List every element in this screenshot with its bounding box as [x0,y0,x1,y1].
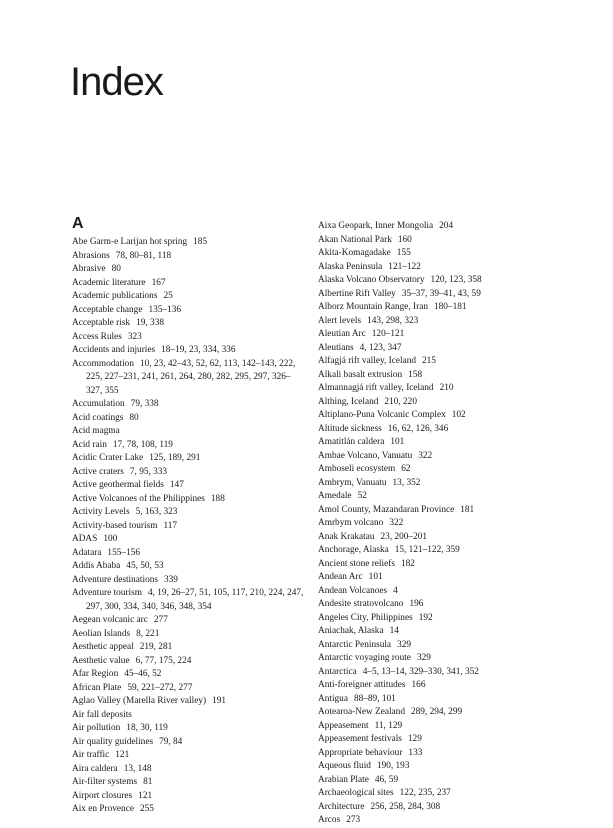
index-term: Amboseli ecosystem [318,464,396,474]
index-term: Abe Garm-e Larijan hot spring [72,237,188,247]
index-term: Aesthetic appeal [72,642,134,652]
index-pages: 121–122 [388,261,421,272]
index-pages: 121 [138,790,153,801]
index-term: Althing, Iceland [318,396,379,407]
index-pages: 81 [143,777,153,787]
index-entry [72,493,304,507]
index-pages: 15, 121–122, 359 [394,545,460,555]
index-pages: 78, 80–81, 118 [115,250,172,261]
index-term: Adventure tourism [72,588,142,598]
index-term: Andesite stratovolcano [318,599,404,609]
index-term: Academic publications [72,291,158,301]
index-term: Academic literature [72,277,146,288]
index-pages: 339 [163,574,178,585]
index-pages: 62 [401,464,411,474]
index-term: Alkali basalt extrusion [318,369,403,380]
index-term: Accumulation [72,399,125,409]
index-entry [318,328,562,342]
index-column-right [318,220,562,828]
index-term: Adatara [72,547,102,558]
index-entry [318,261,562,275]
index-entry [318,693,562,707]
index-entry [318,558,562,572]
index-pages: 133 [408,747,423,758]
index-entry [318,639,562,653]
index-entry [318,801,562,815]
index-term: Aegean volcanic arc [72,615,148,625]
index-term: Antarctic Peninsula [318,639,392,650]
index-entry [72,425,304,439]
index-pages: 147 [169,480,184,490]
index-pages: 117 [163,520,178,531]
index-entry [72,560,304,574]
index-term: Amatitlán caldera [318,437,385,447]
index-term: Ambae Volcano, Vanuatu [318,450,413,461]
index-pages: 121 [115,750,130,760]
index-term: Access Rules [72,331,122,342]
index-pages: 322 [389,518,404,528]
index-term: Acceptable change [72,304,143,315]
index-pages: 322 [418,450,433,461]
index-pages: 101 [390,437,405,447]
index-pages: 329 [416,653,431,663]
index-term: Appropriate behaviour [318,747,403,758]
index-term: African Plate [72,682,122,693]
index-term: Anti-foreigner attitudes [318,680,406,690]
index-entry [318,355,562,369]
index-term: Air traffic [72,750,110,760]
index-entry [318,288,562,302]
index-entry [318,220,562,234]
index-pages: 188 [210,493,225,504]
index-entry [72,358,304,399]
index-pages: 25 [163,291,173,301]
index-term: Antarctica [318,666,357,677]
index-entry [72,574,304,588]
index-term: Abrasive [72,264,106,274]
index-entry [72,250,304,264]
index-term: Accommodation [72,358,134,369]
index-term: Acid magma [72,426,120,436]
index-term: Activity-based tourism [72,520,158,531]
index-term: Albertine Rift Valley [318,288,396,299]
index-pages: 210, 220 [384,396,417,407]
index-term: Aix en Provence [72,804,134,814]
index-entry [318,666,562,680]
index-entry [318,409,562,423]
index-entry [318,369,562,383]
index-pages: 4–5, 13–14, 329–330, 341, 352 [362,666,479,677]
index-pages: 180–181 [433,302,467,312]
index-term: Andean Arc [318,572,363,582]
index-entry [318,342,562,356]
index-term: Akita-Komagadake [318,248,391,258]
index-term: Appeasement [318,720,369,731]
index-pages: 45, 50, 53 [126,561,164,571]
index-pages: 273 [346,815,361,825]
index-entry [72,776,304,790]
index-pages: 35–37, 39–41, 43, 59 [401,288,481,299]
index-term: ADAS [72,534,98,544]
index-pages: 100 [103,534,118,544]
index-term: Air quality guidelines [72,736,154,747]
index-entry [72,331,304,345]
index-term: Aira caldera [72,763,118,774]
index-pages: 182 [400,558,415,569]
index-entry [318,234,562,248]
index-term: Activity Levels [72,507,130,517]
index-entry [72,655,304,669]
index-entry [318,274,562,288]
index-pages: 191 [212,696,227,706]
index-pages: 6, 77, 175, 224 [135,655,192,666]
index-pages: 13, 352 [392,477,421,488]
index-pages: 52 [357,491,367,501]
index-entry [72,803,304,817]
index-term: Arabian Plate [318,774,369,785]
index-term: Aotearoa-New Zealand [318,707,405,717]
index-term: Aqueous fluid [318,761,371,771]
index-column-left [72,216,304,817]
index-term: Altitude sickness [318,423,382,434]
index-pages: 155 [396,248,411,258]
index-entry [318,787,562,801]
index-term: Alfagjá rift valley, Iceland [318,356,416,366]
index-entry [72,695,304,709]
index-pages: 210 [439,383,454,393]
index-pages: 215 [422,356,436,366]
index-term: Adventure destinations [72,574,158,585]
index-term: Amol County, Mazandaran Province [318,504,455,515]
index-pages: 158 [408,369,423,380]
index-entry [318,585,562,599]
index-entry [318,517,562,531]
index-pages: 125, 189, 291 [149,453,201,463]
index-pages: 256, 258, 284, 308 [370,801,441,812]
index-term: Acid rain [72,439,107,450]
index-entry [318,490,562,504]
index-term: Aglao Valley (Marella River valley) [72,696,207,706]
index-entry [72,614,304,628]
index-term: Anak Krakatau [318,531,375,542]
index-pages: 10, 23, 42–43, 52, 62, 113, 142–143, 222, 225, 227–231, 241, 261, 264, 280, 282, 295, 297, 326–327, 355 [86,358,296,396]
index-pages: 5, 163, 323 [135,507,178,517]
index-term: Air-filter systems [72,777,138,787]
index-term: Alert levels [318,315,362,326]
index-term: Andean Volcanoes [318,585,388,596]
index-entry [318,747,562,761]
index-entry [318,814,562,828]
index-entry [72,506,304,520]
index-pages: 135–136 [148,304,182,315]
index-pages: 120–121 [371,329,405,339]
index-term: Aleutian Arc [318,329,366,339]
index-entry [72,439,304,453]
index-entry [72,736,304,750]
index-pages: 19, 338 [136,318,164,328]
index-entry [72,722,304,736]
index-entry [72,547,304,561]
index-term: Angeles City, Philippines [318,612,413,623]
index-pages: 167 [151,277,166,288]
index-entry [72,290,304,304]
index-pages: 80 [129,412,139,423]
index-entry [318,652,562,666]
index-entry [72,263,304,277]
index-pages: 80 [111,264,121,274]
index-pages: 102 [451,410,466,420]
index-entry [72,452,304,466]
index-entry [318,477,562,491]
index-entry [72,398,304,412]
index-entry [318,706,562,720]
index-entry [72,749,304,763]
index-pages: 14 [389,626,399,636]
index-entry [72,466,304,480]
index-entry [318,612,562,626]
index-pages: 18–19, 23, 334, 336 [161,345,236,355]
index-entry [318,504,562,518]
index-pages: 7, 95, 333 [129,466,168,477]
index-entry [318,544,562,558]
index-entry [318,571,562,585]
index-term: Aniachak, Alaska [318,626,384,636]
index-pages: 277 [153,615,168,625]
index-pages: 8, 221 [136,628,160,639]
index-entry [72,682,304,696]
index-pages: 101 [368,572,383,582]
index-term: Ancient stone reliefs [318,558,395,569]
index-pages: 143, 298, 323 [367,315,419,326]
index-entry [318,679,562,693]
index-entry [72,628,304,642]
index-pages: 46, 59 [374,774,399,785]
page-title: Index [70,60,163,104]
index-term: Afar Region [72,669,119,679]
index-term: Alaska Peninsula [318,261,383,272]
index-pages: 45–46, 52 [124,669,162,679]
index-entry [72,236,304,250]
index-entry [318,247,562,261]
index-term: Amedale [318,491,352,501]
index-term: Antarctic voyaging route [318,653,411,663]
index-pages: 79, 338 [130,399,159,409]
index-entry [72,668,304,682]
index-entry [72,641,304,655]
index-list-right [318,220,562,828]
index-pages: 323 [127,331,142,342]
index-entry [72,317,304,331]
index-pages: 160 [397,234,412,245]
index-term: Air pollution [72,723,121,733]
index-term: Airport closures [72,790,133,801]
index-entry [318,733,562,747]
index-term: Air fall deposits [72,709,132,720]
index-pages: 219, 281 [139,642,173,652]
section-letter: A [72,215,84,232]
index-pages: 122, 235, 237 [399,788,451,798]
index-pages: 120, 123, 358 [430,275,482,285]
index-term: Alborz Mountain Range, Iran [318,302,428,312]
index-pages: 129 [407,734,422,744]
index-term: Active craters [72,466,124,477]
index-term: Accidents and injuries [72,345,156,355]
index-term: Antigua [318,693,348,704]
index-term: Abrasions [72,250,110,261]
index-term: Aleutians [318,342,354,353]
index-entry [72,533,304,547]
index-entry [318,436,562,450]
index-term: Altiplano-Puna Volcanic Complex [318,410,446,420]
index-pages: 196 [409,599,424,609]
index-entry [318,598,562,612]
index-entry [72,277,304,291]
index-pages: 11, 129 [374,720,403,731]
index-term: Amrbym volcano [318,518,384,528]
index-term: Aeolian Islands [72,628,131,639]
index-pages: 16, 62, 126, 346 [387,423,449,434]
index-entry [318,315,562,329]
index-term: Addis Ababa [72,561,121,571]
index-entry [72,304,304,318]
index-entry [72,763,304,777]
index-pages: 192 [418,612,433,623]
index-term: Anchorage, Alaska [318,545,389,555]
index-pages: 204 [439,221,454,231]
index-entry [318,301,562,315]
index-pages: 4, 19, 26–27, 51, 105, 117, 210, 224, 247, 297, 300, 334, 340, 346, 348, 354 [86,588,304,612]
index-pages: 185 [193,237,208,247]
index-term: Ambrym, Vanuatu [318,477,387,488]
index-pages: 166 [411,680,426,690]
index-term: Arcos [318,815,341,825]
index-entry [318,423,562,437]
index-entry [318,463,562,477]
index-term: Appeasement festivals [318,734,402,744]
index-entry [72,790,304,804]
index-entry [72,520,304,534]
index-entry [318,774,562,788]
index-entry [72,479,304,493]
index-pages: 329 [397,639,412,650]
index-pages: 190, 193 [376,761,410,771]
index-pages: 13, 148 [123,763,152,774]
index-term: Active geothermal fields [72,480,164,490]
index-entry [318,531,562,545]
index-entry [72,344,304,358]
index-entry [72,587,304,614]
index-pages: 23, 200–201 [380,531,428,542]
index-entry [318,396,562,410]
index-pages: 4 [393,585,398,596]
index-entry [72,412,304,426]
index-pages: 88–89, 101 [353,693,396,704]
index-pages: 289, 294, 299 [410,707,463,717]
index-term: Active Volcanoes of the Philippines [72,493,205,504]
index-entry [318,720,562,734]
index-pages: 79, 84 [159,736,183,747]
index-term: Acidic Crater Lake [72,453,144,463]
index-entry [72,709,304,723]
index-term: Archaeological sites [318,788,394,798]
index-term: Almannagjá rift valley, Iceland [318,383,434,393]
index-term: Aixa Geopark, Inner Mongolia [318,221,434,231]
index-pages: 255 [139,804,154,814]
index-pages: 17, 78, 108, 119 [112,439,173,450]
index-term: Acid coatings [72,412,124,423]
index-entry [318,760,562,774]
index-list-left [72,236,304,817]
index-term: Alaska Volcano Observatory [318,275,425,285]
index-entry [318,382,562,396]
index-entry [318,625,562,639]
index-pages: 59, 221–272, 277 [127,682,193,693]
index-term: Architecture [318,801,365,812]
index-pages: 18, 30, 119 [126,723,168,733]
index-term: Acceptable risk [72,318,131,328]
index-term: Aesthetic value [72,655,130,666]
index-pages: 4, 123, 347 [359,342,402,353]
index-pages: 181 [460,504,475,515]
index-term: Akan National Park [318,234,392,245]
index-pages: 155–156 [107,547,140,558]
index-entry [318,450,562,464]
